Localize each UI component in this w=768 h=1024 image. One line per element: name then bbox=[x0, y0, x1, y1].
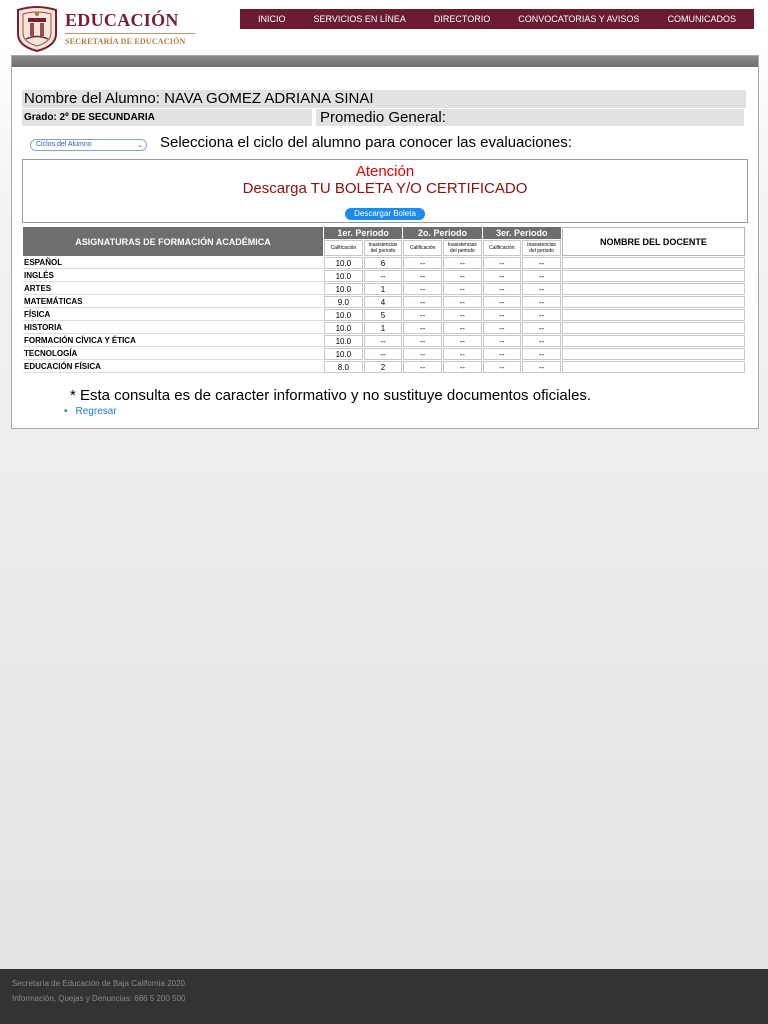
grade-column-header: Calificación bbox=[324, 240, 363, 256]
absences-cell: -- bbox=[522, 322, 561, 334]
notice-title: Atención bbox=[355, 163, 415, 180]
absences-cell: 1 bbox=[364, 283, 403, 295]
grade-cell: 10.0 bbox=[324, 322, 363, 334]
grade-cell: 10.0 bbox=[324, 309, 363, 321]
table-row bbox=[23, 296, 745, 308]
absences-cell: -- bbox=[443, 348, 482, 360]
absences-column-header: Inasistencias del periodo bbox=[364, 240, 403, 256]
grade-cell: -- bbox=[483, 283, 522, 295]
teacher-cell bbox=[562, 322, 745, 334]
teacher-cell bbox=[562, 361, 745, 373]
grade-cell: 8.0 bbox=[324, 361, 363, 373]
absences-cell: -- bbox=[522, 296, 561, 308]
grade-cell: -- bbox=[483, 296, 522, 308]
grade-cell: -- bbox=[403, 257, 442, 269]
student-grade: Grado: 2º DE SECUNDARIA bbox=[22, 109, 312, 126]
grade-cell: -- bbox=[483, 322, 522, 334]
grade-cell: -- bbox=[483, 257, 522, 269]
absences-cell: -- bbox=[522, 270, 561, 282]
subject-name: TECNOLOGÍA bbox=[23, 348, 323, 360]
cycle-prompt: Selecciona el ciclo del alumno para conocer las evaluaciones: bbox=[160, 134, 572, 151]
table-row bbox=[23, 309, 745, 321]
absences-cell: 4 bbox=[364, 296, 403, 308]
grade-cell: -- bbox=[403, 296, 442, 308]
bullet-icon: • bbox=[64, 406, 68, 417]
grade-cell: 10.0 bbox=[324, 348, 363, 360]
grade-column-header: Calificación bbox=[483, 240, 522, 256]
absences-cell: -- bbox=[443, 361, 482, 373]
absences-column-header: Inasistencias del periodo bbox=[443, 240, 482, 256]
subject-name: ARTES bbox=[23, 283, 323, 295]
teacher-cell bbox=[562, 296, 745, 308]
absences-cell: 2 bbox=[364, 361, 403, 373]
nav-comunicados[interactable]: COMUNICADOS bbox=[667, 14, 736, 24]
teacher-cell bbox=[562, 348, 745, 360]
table-row bbox=[23, 257, 745, 269]
table-row bbox=[23, 348, 745, 360]
absences-cell: 5 bbox=[364, 309, 403, 321]
absences-cell: 6 bbox=[364, 257, 403, 269]
grade-cell: 10.0 bbox=[324, 257, 363, 269]
absences-cell: -- bbox=[522, 309, 561, 321]
absences-cell: -- bbox=[443, 335, 482, 347]
absences-cell: -- bbox=[443, 270, 482, 282]
absences-cell: -- bbox=[443, 309, 482, 321]
absences-cell: 1 bbox=[364, 322, 403, 334]
absences-cell: -- bbox=[443, 322, 482, 334]
subject-name: HISTORIA bbox=[23, 322, 323, 334]
period-3-header: 3er. Periodo bbox=[483, 227, 561, 239]
grade-cell: -- bbox=[403, 270, 442, 282]
absences-cell: -- bbox=[522, 335, 561, 347]
subject-name: ESPAÑOL bbox=[23, 257, 323, 269]
absences-cell: -- bbox=[522, 283, 561, 295]
notice-subtitle: Descarga TU BOLETA Y/O CERTIFICADO bbox=[242, 180, 528, 197]
period-1-header: 1er. Periodo bbox=[324, 227, 402, 239]
period-2-header: 2o. Periodo bbox=[403, 227, 481, 239]
subjects-header: ASIGNATURAS DE FORMACIÓN ACADÉMICA bbox=[23, 227, 323, 256]
table-row bbox=[23, 270, 745, 282]
student-name: Nombre del Alumno: NAVA GOMEZ ADRIANA SINAI bbox=[22, 90, 746, 108]
teacher-cell bbox=[562, 283, 745, 295]
grade-cell: -- bbox=[483, 348, 522, 360]
results-panel bbox=[11, 55, 759, 429]
grades-body bbox=[23, 257, 745, 373]
grades-table bbox=[22, 226, 746, 374]
table-row bbox=[23, 322, 745, 334]
grade-cell: -- bbox=[483, 309, 522, 321]
grade-column-header: Calificación bbox=[403, 240, 442, 256]
teacher-cell bbox=[562, 335, 745, 347]
grade-cell: 10.0 bbox=[324, 283, 363, 295]
site-subtitle: SECRETARÍA DE EDUCACIÓN bbox=[65, 37, 186, 46]
footer-copyright: Secretaría de Educación de Baja California 2020. bbox=[12, 979, 188, 988]
absences-cell: -- bbox=[443, 283, 482, 295]
teacher-cell bbox=[562, 309, 745, 321]
absences-cell: -- bbox=[522, 257, 561, 269]
teacher-header: NOMBRE DEL DOCENTE bbox=[562, 227, 745, 256]
nav-convocatorias-y-avisos[interactable]: CONVOCATORIAS Y AVISOS bbox=[518, 14, 640, 24]
chevron-down-icon: ⌄ bbox=[137, 142, 143, 149]
general-average: Promedio General: bbox=[316, 109, 744, 126]
absences-cell: -- bbox=[364, 270, 403, 282]
header-logo[interactable] bbox=[14, 3, 204, 53]
coat-of-arms-icon bbox=[14, 4, 60, 52]
main-nav bbox=[240, 9, 754, 29]
absences-cell: -- bbox=[364, 335, 403, 347]
teacher-cell bbox=[562, 257, 745, 269]
back-link[interactable] bbox=[64, 406, 117, 417]
grade-cell: 10.0 bbox=[324, 270, 363, 282]
grade-cell: -- bbox=[483, 270, 522, 282]
back-link-label: Regresar bbox=[75, 406, 117, 417]
table-row bbox=[23, 283, 745, 295]
table-row bbox=[23, 335, 745, 347]
grade-cell: -- bbox=[403, 348, 442, 360]
logo-divider bbox=[65, 33, 195, 34]
grade-cell: -- bbox=[483, 361, 522, 373]
absences-cell: -- bbox=[443, 257, 482, 269]
absences-cell: -- bbox=[522, 361, 561, 373]
grade-cell: -- bbox=[403, 283, 442, 295]
nav-servicios-en-linea[interactable]: SERVICIOS EN LÍNEA bbox=[313, 14, 406, 24]
grade-cell: -- bbox=[483, 335, 522, 347]
footer bbox=[0, 969, 768, 1024]
site-title: EDUCACIÓN bbox=[65, 10, 179, 30]
subject-name: EDUCACIÓN FÍSICA bbox=[23, 361, 323, 373]
panel-header-bar bbox=[12, 56, 758, 67]
disclaimer: * Esta consulta es de caracter informativo y no sustituye documentos oficiales. bbox=[70, 387, 592, 404]
subject-name: MATEMÁTICAS bbox=[23, 296, 323, 308]
grade-cell: 10.0 bbox=[324, 335, 363, 347]
absences-cell: -- bbox=[443, 296, 482, 308]
nav-inicio[interactable]: INICIO bbox=[258, 14, 286, 24]
absences-cell: -- bbox=[364, 348, 403, 360]
grade-cell: 9.0 bbox=[324, 296, 363, 308]
cycle-select[interactable] bbox=[30, 139, 147, 151]
absences-column-header: Inasistencias del periodo bbox=[522, 240, 561, 256]
download-notice bbox=[22, 159, 748, 223]
subject-name: FORMACIÓN CÍVICA Y ÉTICA bbox=[23, 335, 323, 347]
nav-directorio[interactable]: DIRECTORIO bbox=[433, 14, 491, 24]
table-row bbox=[23, 361, 745, 373]
grade-cell: -- bbox=[403, 309, 442, 321]
cycle-select-value: Ciclos del Alumno bbox=[36, 141, 92, 148]
download-report-button[interactable]: Descargar Boleta bbox=[345, 208, 425, 220]
grade-cell: -- bbox=[403, 322, 442, 334]
subject-name: FÍSICA bbox=[23, 309, 323, 321]
grade-cell: -- bbox=[403, 335, 442, 347]
grade-cell: -- bbox=[403, 361, 442, 373]
teacher-cell bbox=[562, 270, 745, 282]
subject-name: INGLÉS bbox=[23, 270, 323, 282]
absences-cell: -- bbox=[522, 348, 561, 360]
footer-contact: Información, Quejas y Denuncias: 686 5 200 500 bbox=[12, 994, 186, 1003]
